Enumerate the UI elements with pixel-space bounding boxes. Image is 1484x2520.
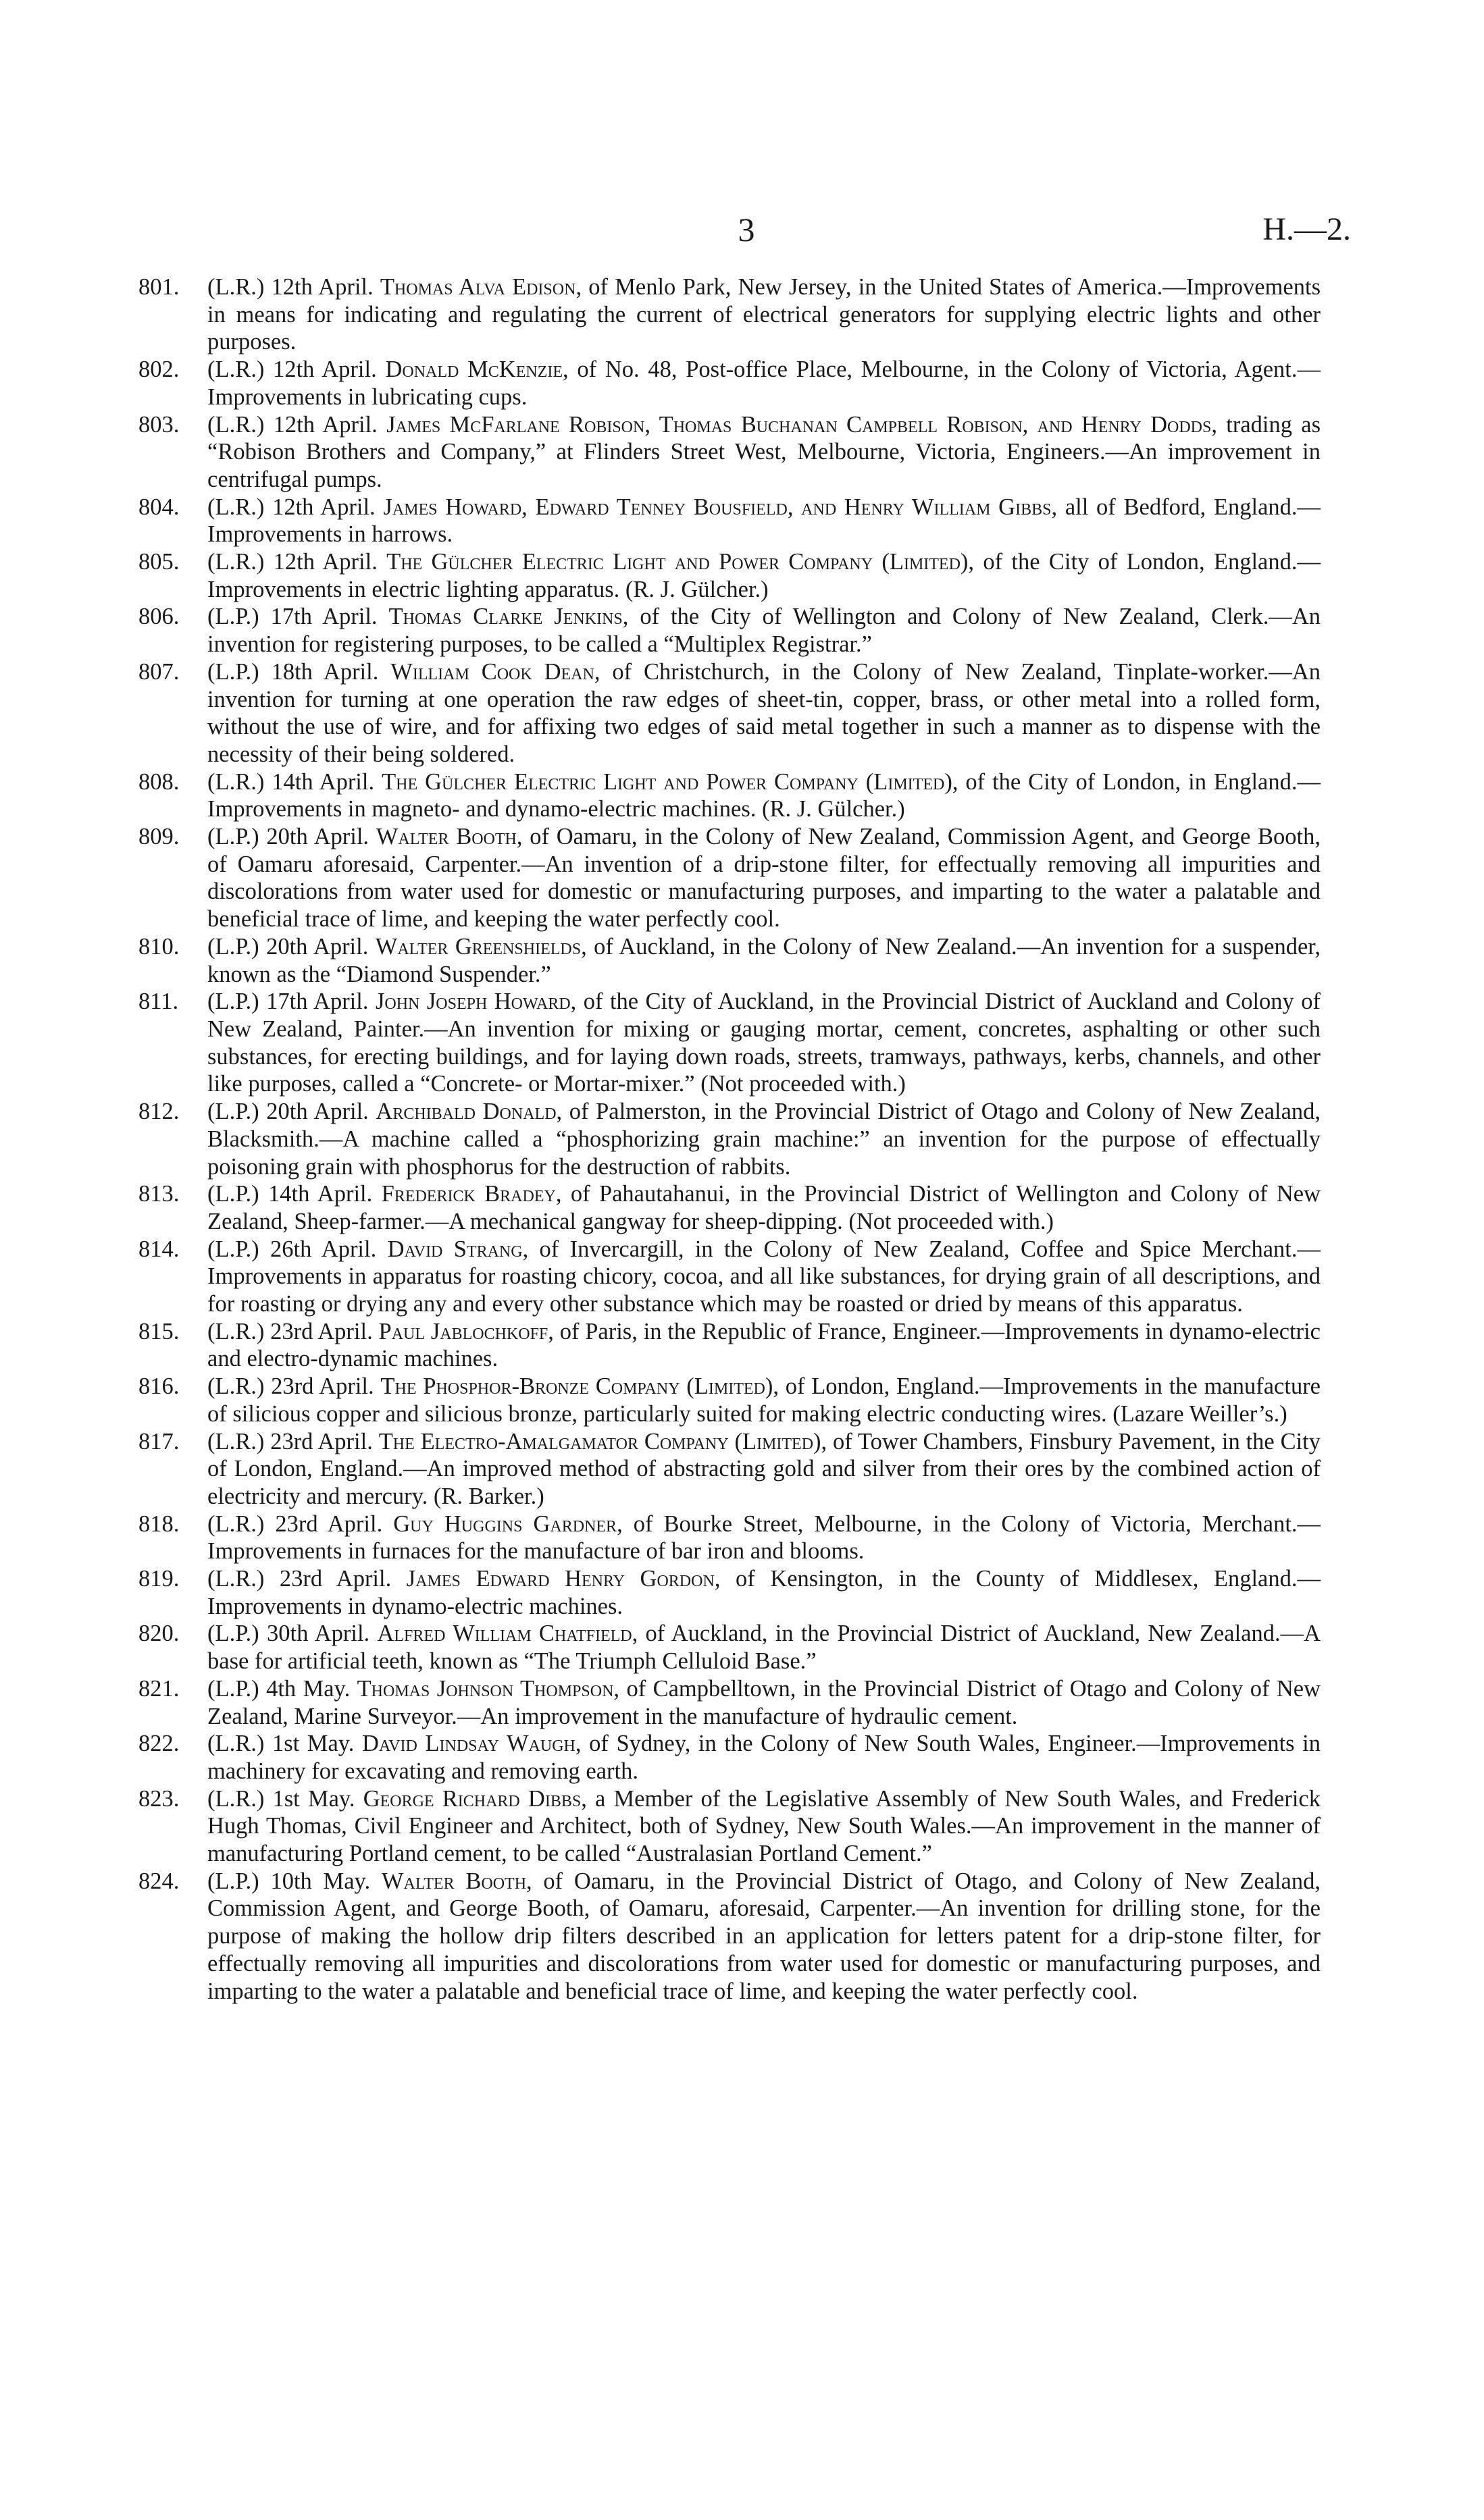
entry-applicant: Paul Jablochkoff <box>378 1318 548 1344</box>
entry-description: , of No. 48, Post-office Place, Melbourne, in the Colony of Victoria, Agent.—Improvements in lubricating cups. <box>207 357 1321 410</box>
patent-entry <box>138 1180 1321 1235</box>
entry-description: , of Sydney, in the Colony of New South Wales, Engineer.—Improvements in machinery for excavating and removing earth. <box>207 1731 1321 1784</box>
entry-office-code: (L.R.) <box>207 1318 265 1344</box>
entry-office-code: (L.R.) <box>207 357 265 383</box>
entry-description: , of the City of Wellington and Colony of New Zealand, Clerk.—An invention for registering purposes, to be called a “Multiplex Registrar.” <box>207 604 1321 658</box>
patent-entry <box>138 768 1321 823</box>
entry-description: , of the City of Auckland, in the Provincial District of Auckland and Colony of New Zealand, Painter.—An invention for mixing or gauging mortar, cement, concretes, asphalting or other such substances, for erecting buildings, and for laying down roads, streets, tramways, pathways, kerbs, channels, and other like purposes, called a “Concrete- or Mortar-mixer.” (Not proceeded with.) <box>207 989 1321 1097</box>
entry-applicant: James McFarlane Robison, Thomas Buchanan Campbell Robison, and Henry Dodds <box>386 411 1212 438</box>
entry-description: , of Tower Chambers, Finsbury Pavement, in the City of London, England.—An improved method of abstracting gold and silver from their ores by the combined action of electricity and mercury. (R. Barker.) <box>207 1428 1321 1509</box>
entry-number: 824. <box>138 1868 180 1894</box>
entry-number: 812. <box>138 1099 180 1125</box>
entry-office-code: (L.P.) <box>207 658 259 685</box>
entry-date: 18th April. <box>271 658 379 685</box>
entry-date: 1st May. <box>272 1785 355 1812</box>
entry-applicant: Walter Booth <box>376 824 517 850</box>
patent-entry <box>138 1236 1321 1318</box>
entry-description: , of Menlo Park, New Jersey, in the United States of America.—Improvements in means for indicating and regulating the current of electrical generators for supplying electric lights and other purposes. <box>207 274 1321 355</box>
entry-date: 12th April. <box>273 549 378 575</box>
entry-applicant: Walter Booth <box>381 1868 527 1894</box>
entry-office-code: (L.P.) <box>207 1099 259 1125</box>
entry-number: 805. <box>138 549 180 575</box>
entry-number: 822. <box>138 1731 180 1757</box>
entry-number: 816. <box>138 1373 180 1400</box>
entry-date: 17th April. <box>266 989 369 1015</box>
entry-applicant: James Howard, Edward Tenney Bousfield, and Henry William Gibbs <box>383 494 1052 520</box>
entry-applicant: The Gülcher Electric Light and Power Company (Limited) <box>386 549 969 575</box>
page-number: 3 <box>738 211 755 248</box>
entry-number: 820. <box>138 1621 180 1647</box>
entry-number: 823. <box>138 1785 180 1812</box>
patent-entry <box>138 411 1321 494</box>
entry-date: 4th May. <box>266 1675 351 1702</box>
entry-office-code: (L.P.) <box>207 1236 259 1262</box>
entry-office-code: (L.R.) <box>207 549 265 575</box>
entry-applicant: Archibald Donald <box>376 1099 557 1125</box>
entry-applicant: Donald McKenzie <box>385 357 563 383</box>
entry-date: 12th April. <box>272 494 376 520</box>
entry-description: , a Member of the Legislative Assembly of New South Wales, and Frederick Hugh Thomas, Civil Engineer and Architect, both of Sydney, New South Wales.—An improvement in the manner of manufacturing Portland cement, to be called “Australasian Portland Cement.” <box>207 1785 1321 1867</box>
patent-entry <box>138 1098 1321 1180</box>
entry-office-code: (L.P.) <box>207 989 259 1015</box>
entry-number: 810. <box>138 933 180 960</box>
entry-date: 26th April. <box>270 1236 377 1262</box>
entry-applicant: The Electro-Amalgamator Company (Limited) <box>378 1428 821 1454</box>
entry-description: , of Paris, in the Republic of France, Engineer.—Improvements in dynamo-electric and electro-dynamic machines. <box>207 1318 1321 1372</box>
entry-office-code: (L.R.) <box>207 1511 265 1537</box>
patent-applications-list <box>138 273 1321 2005</box>
entry-office-code: (L.P.) <box>207 1181 259 1207</box>
entry-date: 23rd April. <box>270 1428 373 1454</box>
entry-number: 818. <box>138 1511 180 1537</box>
patent-entry <box>138 1565 1321 1620</box>
entry-date: 30th April. <box>266 1621 370 1647</box>
entry-applicant: Thomas Alva Edison <box>380 274 576 300</box>
patent-entry <box>138 603 1321 658</box>
entry-applicant: Alfred William Chatfield <box>377 1621 632 1647</box>
entry-number: 819. <box>138 1566 180 1592</box>
entry-date: 20th April. <box>266 1099 369 1125</box>
entry-office-code: (L.P.) <box>207 1868 259 1894</box>
entry-office-code: (L.P.) <box>207 1621 259 1647</box>
patent-entry <box>138 1428 1321 1511</box>
entry-office-code: (L.R.) <box>207 1731 265 1757</box>
entry-description: , of the City of London, England.—Improvements in electric lighting apparatus. (R. J. Gülcher.) <box>207 549 1321 602</box>
patent-entry <box>138 1730 1321 1785</box>
entry-office-code: (L.P.) <box>207 933 259 960</box>
entry-description: , of Oamaru, in the Provincial District of Otago, and Colony of New Zealand, Commission Agent, and George Booth, of Oamaru, aforesaid, Carpenter.—An invention for drilling stone, for the purpose of making the hollow drip filters described in an application for letters patent for a drip-stone filter, for effectually removing all impurities and discolorations from water used for domestic or manufacturing purposes, and imparting to the water a palatable and beneficial trace of lime, and keeping the water perfectly cool. <box>207 1868 1321 2004</box>
entry-number: 817. <box>138 1428 180 1454</box>
entry-number: 803. <box>138 411 180 438</box>
document-reference: H.—2. <box>1262 211 1351 247</box>
page-header <box>142 203 1351 257</box>
entry-applicant: John Joseph Howard <box>375 989 571 1015</box>
patent-entry <box>138 1511 1321 1565</box>
patent-entry <box>138 658 1321 768</box>
patent-entry <box>138 1675 1321 1730</box>
entry-number: 811. <box>138 989 179 1015</box>
entry-applicant: David Lindsay Waugh <box>362 1731 575 1757</box>
entry-number: 807. <box>138 658 180 685</box>
entry-applicant: Walter Greenshields <box>375 933 582 960</box>
entry-office-code: (L.R.) <box>207 1373 265 1400</box>
patent-entry <box>138 1785 1321 1868</box>
entry-date: 23rd April. <box>271 1373 374 1400</box>
entry-office-code: (L.P.) <box>207 1675 259 1702</box>
patent-entry <box>138 1318 1321 1373</box>
entry-date: 23rd April. <box>275 1511 383 1537</box>
entry-number: 821. <box>138 1675 180 1702</box>
entry-number: 806. <box>138 604 180 630</box>
entry-number: 814. <box>138 1236 180 1262</box>
entry-applicant: The Gülcher Electric Light and Power Company (Limited) <box>382 768 952 795</box>
entry-description: , of the City of London, in England.—Improvements in magneto- and dynamo-electric machines. (R. J. Gülcher.) <box>207 768 1321 822</box>
entry-date: 10th May. <box>270 1868 371 1894</box>
entry-description: , all of Bedford, England.—Improvements in harrows. <box>207 494 1321 548</box>
entry-applicant: James Edward Henry Gordon <box>406 1566 715 1592</box>
entry-office-code: (L.R.) <box>207 274 265 300</box>
patent-entry <box>138 1373 1321 1427</box>
entry-applicant: The Phosphor-Bronze Company (Limited) <box>380 1373 773 1400</box>
entry-date: 23rd April. <box>270 1318 373 1344</box>
entry-number: 809. <box>138 824 180 850</box>
entry-number: 808. <box>138 768 180 795</box>
entry-description: , trading as “Robison Brothers and Company,” at Flinders Street West, Melbourne, Victoria, Engineers.—An improvement in centrifugal pumps. <box>207 411 1321 492</box>
entry-office-code: (L.P.) <box>207 604 259 630</box>
entry-number: 813. <box>138 1181 180 1207</box>
entry-date: 23rd April. <box>279 1566 392 1592</box>
patent-entry <box>138 988 1321 1098</box>
patent-entry <box>138 823 1321 933</box>
entry-date: 20th April. <box>266 824 369 850</box>
entry-office-code: (L.P.) <box>207 824 259 850</box>
entry-description: , of Oamaru, in the Colony of New Zealand, Commission Agent, and George Booth, of Oamaru aforesaid, Carpenter.—An invention of a drip-stone filter, for effectually removing all impurities and discolorations from water used for domestic or manufacturing purposes, and imparting to the water a palatable and beneficial trace of lime, and keeping the water perfectly cool. <box>207 824 1321 933</box>
entry-description: , of Kensington, in the County of Middlesex, England.—Improvements in dynamo-electric machines. <box>207 1566 1321 1619</box>
entry-office-code: (L.R.) <box>207 1428 265 1454</box>
entry-description: , of Auckland, in the Provincial District of Auckland, New Zealand.—A base for artificial teeth, known as “The Triumph Celluloid Base.” <box>207 1621 1321 1675</box>
patent-entry <box>138 933 1321 988</box>
patent-entry <box>138 494 1321 548</box>
entry-office-code: (L.R.) <box>207 411 265 438</box>
entry-description: , of Pahautahanui, in the Provincial District of Wellington and Colony of New Zealand, Sheep-farmer.—A mechanical gangway for sheep-dipping. (Not proceeded with.) <box>207 1181 1321 1234</box>
entry-office-code: (L.R.) <box>207 1785 265 1812</box>
entry-number: 804. <box>138 494 180 520</box>
entry-applicant: Guy Huggins Gardner <box>393 1511 617 1537</box>
entry-description: , of Christchurch, in the Colony of New Zealand, Tinplate-worker.—An invention for turning at one operation the raw edges of sheet-tin, copper, brass, or other metal into a rolled form, without the use of wire, and for affixing two edges of said metal together in such a manner as to dispense with the necessity of their being soldered. <box>207 658 1321 767</box>
entry-applicant: Thomas Clarke Jenkins <box>388 604 623 630</box>
entry-date: 1st May. <box>272 1731 355 1757</box>
entry-number: 815. <box>138 1318 180 1344</box>
entry-date: 17th April. <box>270 604 378 630</box>
entry-office-code: (L.R.) <box>207 494 265 520</box>
patent-entry <box>138 273 1321 356</box>
patent-entry <box>138 1620 1321 1675</box>
entry-date: 12th April. <box>273 411 378 438</box>
entry-description: , of Invercargill, in the Colony of New Zealand, Coffee and Spice Merchant.—Improvements in apparatus for roasting chicory, cocoa, and all like substances, for drying grain of all descriptions, and for roasting or drying any and every other substance which may be roasted or dried by means of this apparatus. <box>207 1236 1321 1317</box>
entry-applicant: George Richard Dibbs <box>363 1785 582 1812</box>
entry-description: , of Auckland, in the Colony of New Zealand.—An invention for a suspender, known as the “Diamond Suspender.” <box>207 933 1321 987</box>
entry-office-code: (L.R.) <box>207 768 265 795</box>
entry-date: 14th April. <box>272 768 375 795</box>
entry-date: 12th April. <box>273 357 377 383</box>
entry-description: , of Bourke Street, Melbourne, in the Colony of Victoria, Merchant.—Improvements in furnaces for the manufacture of bar iron and blooms. <box>207 1511 1321 1565</box>
patent-entry <box>138 356 1321 411</box>
entry-number: 802. <box>138 357 180 383</box>
entry-applicant: Thomas Johnson Thompson <box>357 1675 614 1702</box>
entry-description: , of Palmerston, in the Provincial District of Otago and Colony of New Zealand, Blacksmith.—A machine called a “phosphorizing grain machine:” an invention for the purpose of effectually poisoning grain with phosphorus for the destruction of rabbits. <box>207 1099 1321 1180</box>
entry-date: 14th April. <box>268 1181 373 1207</box>
patent-entry <box>138 1868 1321 2005</box>
patent-entry <box>138 548 1321 603</box>
entry-description: , of Campbelltown, in the Provincial District of Otago and Colony of New Zealand, Marine Surveyor.—An improvement in the manufacture of hydraulic cement. <box>207 1675 1321 1729</box>
entry-number: 801. <box>138 274 180 300</box>
entry-date: 20th April. <box>266 933 369 960</box>
entry-date: 12th April. <box>271 274 374 300</box>
entry-applicant: Frederick Bradey <box>381 1181 556 1207</box>
entry-applicant: David Strang <box>387 1236 523 1262</box>
entry-applicant: William Cook Dean <box>390 658 594 685</box>
entry-description: , of London, England.—Improvements in the manufacture of silicious copper and silicious bronze, particularly suited for making electric conducting wires. (Lazare Weiller’s.) <box>207 1373 1321 1427</box>
entry-office-code: (L.R.) <box>207 1566 265 1592</box>
